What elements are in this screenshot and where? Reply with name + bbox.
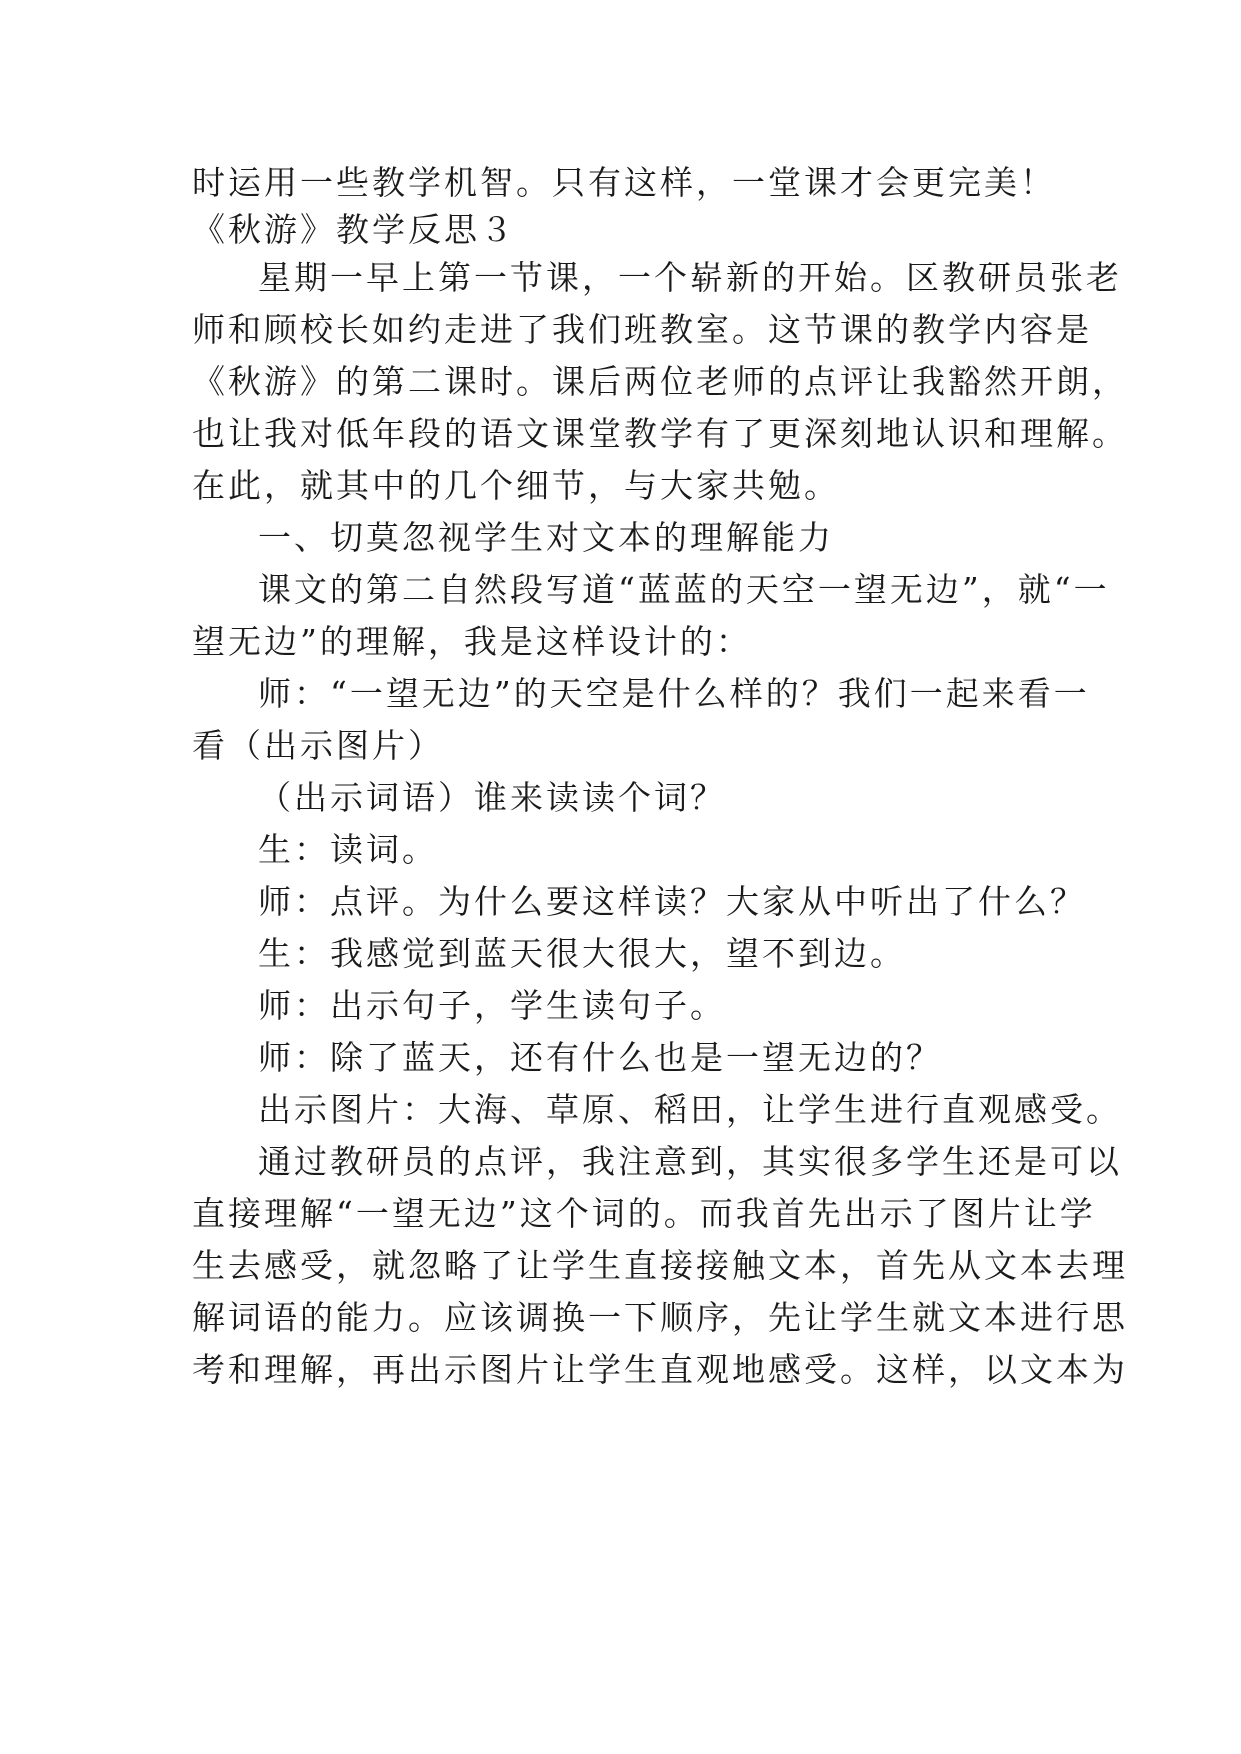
text-line: 时运用一些教学机智。只有这样，一堂课才会更完美！ xyxy=(192,163,1056,202)
text-line: 师：出示句子，学生读句子。 xyxy=(258,986,726,1025)
text-line: 也让我对低年段的语文课堂教学有了更深刻地认识和理解。 xyxy=(192,414,1128,453)
text-line: 师：点评。为什么要这样读？大家从中听出了什么？ xyxy=(258,882,1086,921)
text-line: 出示图片：大海、草原、稻田，让学生进行直观感受。 xyxy=(258,1090,1122,1129)
text-line: （出示词语）谁来读读个词？ xyxy=(258,778,726,817)
text-line: 看（出示图片） xyxy=(192,726,444,765)
text-line: 师：除了蓝天，还有什么也是一望无边的？ xyxy=(258,1038,942,1077)
text-line: 在此，就其中的几个细节，与大家共勉。 xyxy=(192,466,840,505)
text-line: 考和理解，再出示图片让学生直观地感受。这样，以文本为 xyxy=(192,1350,1128,1389)
text-line: 生：我感觉到蓝天很大很大，望不到边。 xyxy=(258,934,906,973)
text-line: 通过教研员的点评，我注意到，其实很多学生还是可以 xyxy=(258,1142,1122,1181)
text-line: 生去感受，就忽略了让学生直接接触文本，首先从文本去理 xyxy=(192,1246,1128,1285)
text-line: 生：读词。 xyxy=(258,830,438,869)
text-line: 直接理解“一望无边”这个词的。而我首先出示了图片让学 xyxy=(192,1194,1096,1233)
text-line: 师和顾校长如约走进了我们班教室。这节课的教学内容是 xyxy=(192,310,1092,349)
text-line: 《秋游》的第二课时。课后两位老师的点评让我豁然开朗， xyxy=(192,362,1128,401)
text-line: 星期一早上第一节课，一个崭新的开始。区教研员张老 xyxy=(258,258,1122,297)
text-line: 望无边”的理解，我是这样设计的： xyxy=(192,622,752,661)
subheading: 一、切莫忽视学生对文本的理解能力 xyxy=(258,518,834,557)
section-title: 《秋游》教学反思３ xyxy=(192,210,516,249)
text-line: 课文的第二自然段写道“蓝蓝的天空一望无边”，就“一 xyxy=(258,570,1110,609)
text-line: 师：“一望无边”的天空是什么样的？我们一起来看一 xyxy=(258,674,1090,713)
text-line: 解词语的能力。应该调换一下顺序，先让学生就文本进行思 xyxy=(192,1298,1128,1337)
